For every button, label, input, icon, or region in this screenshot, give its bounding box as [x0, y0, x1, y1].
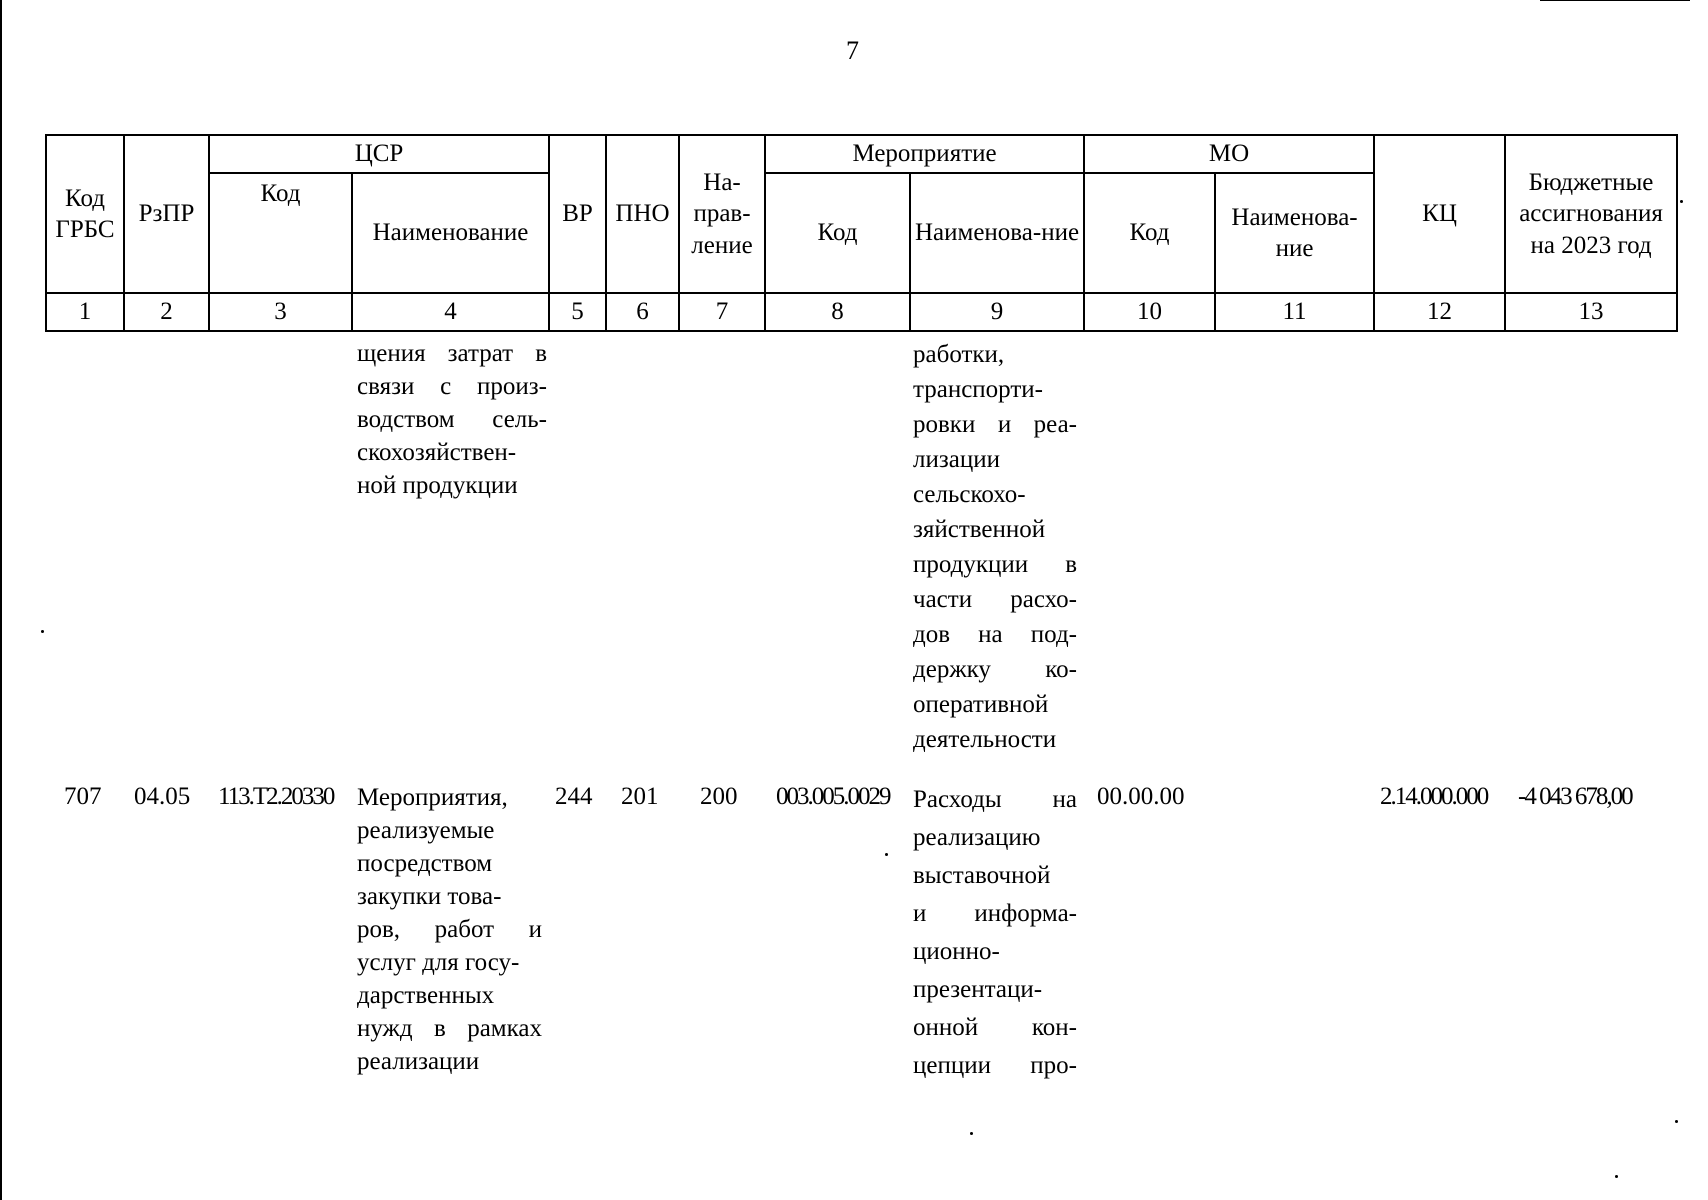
- row-csr-kod: 113.T2.20330: [218, 783, 334, 810]
- header-kod-grbs: Код ГРБС: [46, 135, 124, 293]
- scan-speck: [885, 853, 888, 856]
- column-number: 13: [1505, 293, 1677, 331]
- header-meropriyatie: Мероприятие: [765, 135, 1084, 173]
- column-number: 9: [910, 293, 1084, 331]
- text-line: деятельности: [913, 726, 1057, 753]
- column-number: 12: [1374, 293, 1505, 331]
- column-number: 8: [765, 293, 910, 331]
- column-number: 2: [124, 293, 209, 331]
- header-mo: МО: [1084, 135, 1374, 173]
- row-grbs: 707: [64, 783, 102, 810]
- column-number: 1: [46, 293, 124, 331]
- row-napravlenie: 200: [700, 783, 738, 810]
- text-line: выставочной: [913, 862, 1051, 889]
- text-line: и информа-: [913, 900, 1077, 927]
- scan-speck: [41, 630, 44, 633]
- text-line: зяйственной: [913, 516, 1046, 543]
- scan-speck: [1680, 200, 1683, 203]
- text-line: дов на под-: [913, 621, 1077, 648]
- text-line: нужд в рамках: [357, 1015, 542, 1042]
- text-line: части расхо-: [913, 586, 1077, 613]
- text-line: реализации: [357, 1048, 480, 1075]
- header-kc: КЦ: [1374, 135, 1505, 293]
- text-line: связи с произ-: [357, 373, 547, 400]
- continuation-csr-name: [357, 337, 547, 502]
- column-number: 11: [1215, 293, 1374, 331]
- header-mo-name: Наименова-ние: [1215, 173, 1374, 293]
- header-mo-kod: Код: [1084, 173, 1215, 293]
- scan-speck: [1675, 1120, 1678, 1123]
- text-line: ной продукции: [357, 472, 518, 499]
- column-number: 6: [606, 293, 679, 331]
- row-vr: 244: [555, 783, 593, 810]
- header-vr: ВР: [549, 135, 606, 293]
- header-csr-kod: Код: [209, 173, 352, 293]
- text-line: щения затрат в: [357, 340, 547, 367]
- row-rzpr: 04.05: [134, 783, 191, 810]
- text-line: цепции про-: [913, 1052, 1077, 1079]
- row-mer-kod: 003.005.0029: [776, 783, 890, 810]
- header-mer-name: Наименова-ние: [910, 173, 1084, 293]
- row-budget: -4 043 678,00: [1518, 783, 1632, 810]
- text-line: реализацию: [913, 824, 1041, 851]
- text-line: водством сель-: [357, 406, 547, 433]
- column-number: 4: [352, 293, 549, 331]
- column-number: 5: [549, 293, 606, 331]
- text-line: презентаци-: [913, 976, 1043, 1003]
- header-csr: ЦСР: [209, 135, 549, 173]
- text-line: реализуемые: [357, 817, 495, 844]
- scan-speck: [970, 1132, 973, 1135]
- row-csr-name: [357, 781, 542, 1078]
- text-line: работки,: [913, 341, 1005, 368]
- header-napravlenie: На-прав-ление: [679, 135, 765, 293]
- text-line: Расходы на: [913, 786, 1077, 813]
- row-mo-kod: 00.00.00: [1097, 783, 1185, 810]
- header-mer-kod: Код: [765, 173, 910, 293]
- text-line: посредством: [357, 850, 493, 877]
- text-line: дарственных: [357, 982, 495, 1009]
- text-line: лизации: [913, 446, 1000, 473]
- text-line: оперативной: [913, 691, 1049, 718]
- header-csr-name: Наименование: [352, 173, 549, 293]
- text-line: услуг для госу-: [357, 949, 520, 976]
- text-line: сельскохо-: [913, 481, 1026, 508]
- header-rzpr: РзПР: [124, 135, 209, 293]
- column-number: 10: [1084, 293, 1215, 331]
- text-line: держку ко-: [913, 656, 1077, 683]
- text-line: ров, работ и: [357, 916, 542, 943]
- text-line: скохозяйствен-: [357, 439, 517, 466]
- row-kc: 2.14.000.000: [1380, 783, 1488, 810]
- text-line: закупки това-: [357, 883, 502, 910]
- text-line: онной кон-: [913, 1014, 1077, 1041]
- text-line: ровки и реа-: [913, 411, 1077, 438]
- row-mer-name: [913, 781, 1077, 1085]
- header-budget: Бюджетные ассигнования на 2023 год: [1505, 135, 1677, 293]
- text-line: транспорти-: [913, 376, 1043, 403]
- table-header: [45, 134, 1678, 332]
- page-edge-line: [0, 0, 2, 1200]
- continuation-mer-name: [913, 337, 1077, 757]
- scan-speck: [1615, 1175, 1618, 1178]
- column-number: 7: [679, 293, 765, 331]
- text-line: ционно-: [913, 938, 1000, 965]
- row-pno: 201: [621, 783, 659, 810]
- text-line: продукции в: [913, 551, 1077, 578]
- page-number: 7: [846, 36, 859, 65]
- text-line: Мероприятия,: [357, 784, 508, 811]
- top-rule: [1540, 0, 1690, 1]
- header-pno: ПНО: [606, 135, 679, 293]
- column-number: 3: [209, 293, 352, 331]
